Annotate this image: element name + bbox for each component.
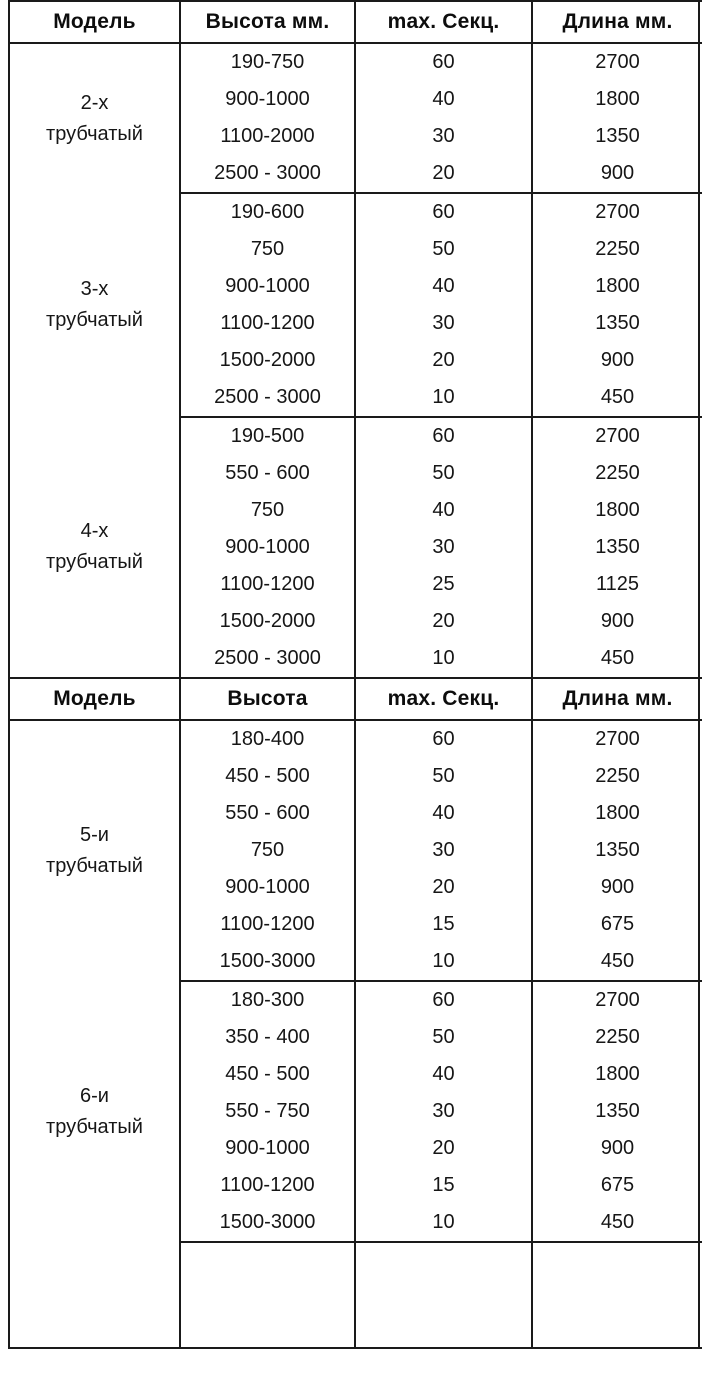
cell-height: 450 - 500	[180, 758, 355, 795]
cell-sections: 40	[355, 795, 532, 832]
cell-length: 450	[532, 1204, 702, 1242]
cell-height: 1100-1200	[180, 906, 355, 943]
table-row	[10, 43, 702, 81]
model-label-line: 4-х	[80, 520, 109, 542]
cell-length: 1125	[595, 573, 639, 595]
cell-height: 550 - 600	[180, 455, 355, 492]
cell-sections: 50	[355, 758, 532, 795]
cell-length: 1350	[595, 839, 640, 861]
cell-height: 180-300	[180, 981, 355, 1019]
cell-height: 2500 - 3000	[180, 379, 355, 417]
model-cell	[10, 417, 180, 678]
cell-length: 450	[532, 379, 702, 417]
cell-height: 1100-2000	[180, 118, 355, 155]
empty-cell-height	[180, 1242, 355, 1348]
cell-length: 2250	[595, 1026, 640, 1048]
table-header-row	[10, 678, 702, 720]
specification-table-wrapper	[8, 0, 700, 1349]
cell-sections: 50	[355, 455, 532, 492]
cell-sections: 40	[355, 1056, 532, 1093]
column-header-length: Длина мм.	[532, 678, 702, 720]
model-label-line: трубчатый	[46, 309, 143, 331]
cell-sections: 50	[355, 231, 532, 268]
table-empty-tail-row	[10, 1242, 702, 1348]
cell-length: 450	[532, 640, 702, 678]
cell-height: 900-1000	[180, 1130, 355, 1167]
cell-sections: 30	[355, 529, 532, 566]
cell-length: 2700	[595, 425, 640, 447]
cell-length: 2250	[595, 765, 640, 787]
specification-table	[10, 0, 702, 1349]
model-label-line: трубчатый	[46, 855, 143, 877]
cell-height: 750	[180, 832, 355, 869]
table-row	[10, 193, 702, 231]
model-label-line: трубчатый	[46, 551, 143, 573]
cell-sections: 40	[355, 81, 532, 118]
model-cell	[10, 193, 180, 417]
cell-length: 1800	[595, 499, 640, 521]
cell-height: 2500 - 3000	[180, 155, 355, 193]
cell-sections: 30	[355, 305, 532, 342]
cell-length: 1350	[595, 312, 640, 334]
cell-sections: 60	[355, 43, 532, 81]
cell-height: 900-1000	[180, 268, 355, 305]
cell-length: 900	[600, 610, 635, 632]
empty-cell-length	[532, 1242, 702, 1348]
column-header-model: Модель	[10, 678, 180, 720]
cell-sections: 25	[355, 566, 532, 603]
cell-sections: 30	[355, 118, 532, 155]
column-header-height: Высота мм.	[180, 1, 355, 43]
cell-height: 750	[180, 492, 355, 529]
cell-sections: 20	[355, 869, 532, 906]
cell-length: 2700	[595, 728, 640, 750]
table-header-row	[10, 1, 702, 43]
cell-sections: 10	[355, 1204, 532, 1242]
model-label-line: трубчатый	[46, 1115, 143, 1138]
cell-sections: 60	[355, 193, 532, 231]
cell-length: 2250	[595, 462, 640, 484]
model-label-line: трубчатый	[46, 122, 143, 145]
cell-sections: 30	[355, 832, 532, 869]
model-label-line: 5-и	[80, 824, 109, 846]
cell-sections: 10	[355, 379, 532, 417]
cell-height: 2500 - 3000	[180, 640, 355, 678]
cell-sections: 30	[355, 1093, 532, 1130]
column-header-height: Высота	[180, 678, 355, 720]
cell-sections: 40	[355, 492, 532, 529]
model-cell	[10, 720, 180, 981]
cell-height: 350 - 400	[180, 1019, 355, 1056]
model-cell	[10, 981, 180, 1242]
cell-sections: 50	[355, 1019, 532, 1056]
cell-length: 2700	[595, 51, 640, 73]
cell-length: 675	[600, 1174, 635, 1196]
column-header-sections: max. Секц.	[355, 1, 532, 43]
cell-length: 900	[600, 1137, 635, 1159]
cell-height: 450 - 500	[180, 1056, 355, 1093]
cell-height: 190-600	[180, 193, 355, 231]
empty-cell-model	[10, 1242, 180, 1348]
cell-length: 1800	[595, 88, 640, 110]
cell-height: 1500-2000	[180, 603, 355, 640]
cell-height: 1100-1200	[180, 566, 355, 603]
empty-cell-sections	[355, 1242, 532, 1348]
cell-length: 900	[600, 349, 635, 371]
cell-length: 1350	[595, 125, 640, 147]
model-label-line: 3-х	[80, 278, 109, 300]
column-header-model: Модель	[10, 1, 180, 43]
cell-height: 550 - 750	[180, 1093, 355, 1130]
cell-sections: 60	[355, 417, 532, 455]
cell-length: 2250	[595, 238, 640, 260]
cell-height: 900-1000	[180, 869, 355, 906]
cell-length: 1800	[595, 275, 640, 297]
cell-sections: 15	[355, 906, 532, 943]
cell-length: 1350	[595, 1100, 640, 1122]
model-cell	[10, 43, 180, 193]
cell-height: 190-750	[180, 43, 355, 81]
cell-height: 180-400	[180, 720, 355, 758]
cell-height: 1100-1200	[180, 305, 355, 342]
cell-length: 1800	[595, 1063, 640, 1085]
cell-sections: 40	[355, 268, 532, 305]
cell-length: 1800	[595, 802, 640, 824]
cell-height: 190-500	[180, 417, 355, 455]
cell-length: 675	[600, 913, 635, 935]
cell-sections: 60	[355, 981, 532, 1019]
cell-sections: 10	[355, 943, 532, 981]
cell-height: 550 - 600	[180, 795, 355, 832]
cell-height: 1100-1200	[180, 1167, 355, 1204]
cell-sections: 20	[355, 1130, 532, 1167]
cell-length: 900	[532, 155, 702, 193]
model-label-line: 2-х	[80, 91, 109, 114]
cell-length: 1350	[595, 536, 640, 558]
cell-length: 2700	[595, 201, 640, 223]
cell-height: 750	[180, 231, 355, 268]
model-label-line: 6-и	[80, 1084, 109, 1107]
cell-height: 900-1000	[180, 529, 355, 566]
cell-sections: 15	[355, 1167, 532, 1204]
table-row	[10, 417, 702, 455]
cell-height: 900-1000	[180, 81, 355, 118]
column-header-length: Длина мм.	[532, 1, 702, 43]
cell-length: 450	[532, 943, 702, 981]
cell-height: 1500-2000	[180, 342, 355, 379]
cell-height: 1500-3000	[180, 1204, 355, 1242]
cell-height: 1500-3000	[180, 943, 355, 981]
cell-sections: 10	[355, 640, 532, 678]
cell-sections: 20	[355, 603, 532, 640]
cell-length: 2700	[595, 989, 640, 1011]
column-header-sections: max. Секц.	[355, 678, 532, 720]
cell-sections: 20	[355, 342, 532, 379]
cell-sections: 60	[355, 720, 532, 758]
cell-length: 900	[600, 876, 635, 898]
table-row	[10, 981, 702, 1019]
table-row	[10, 720, 702, 758]
cell-sections: 20	[355, 155, 532, 193]
